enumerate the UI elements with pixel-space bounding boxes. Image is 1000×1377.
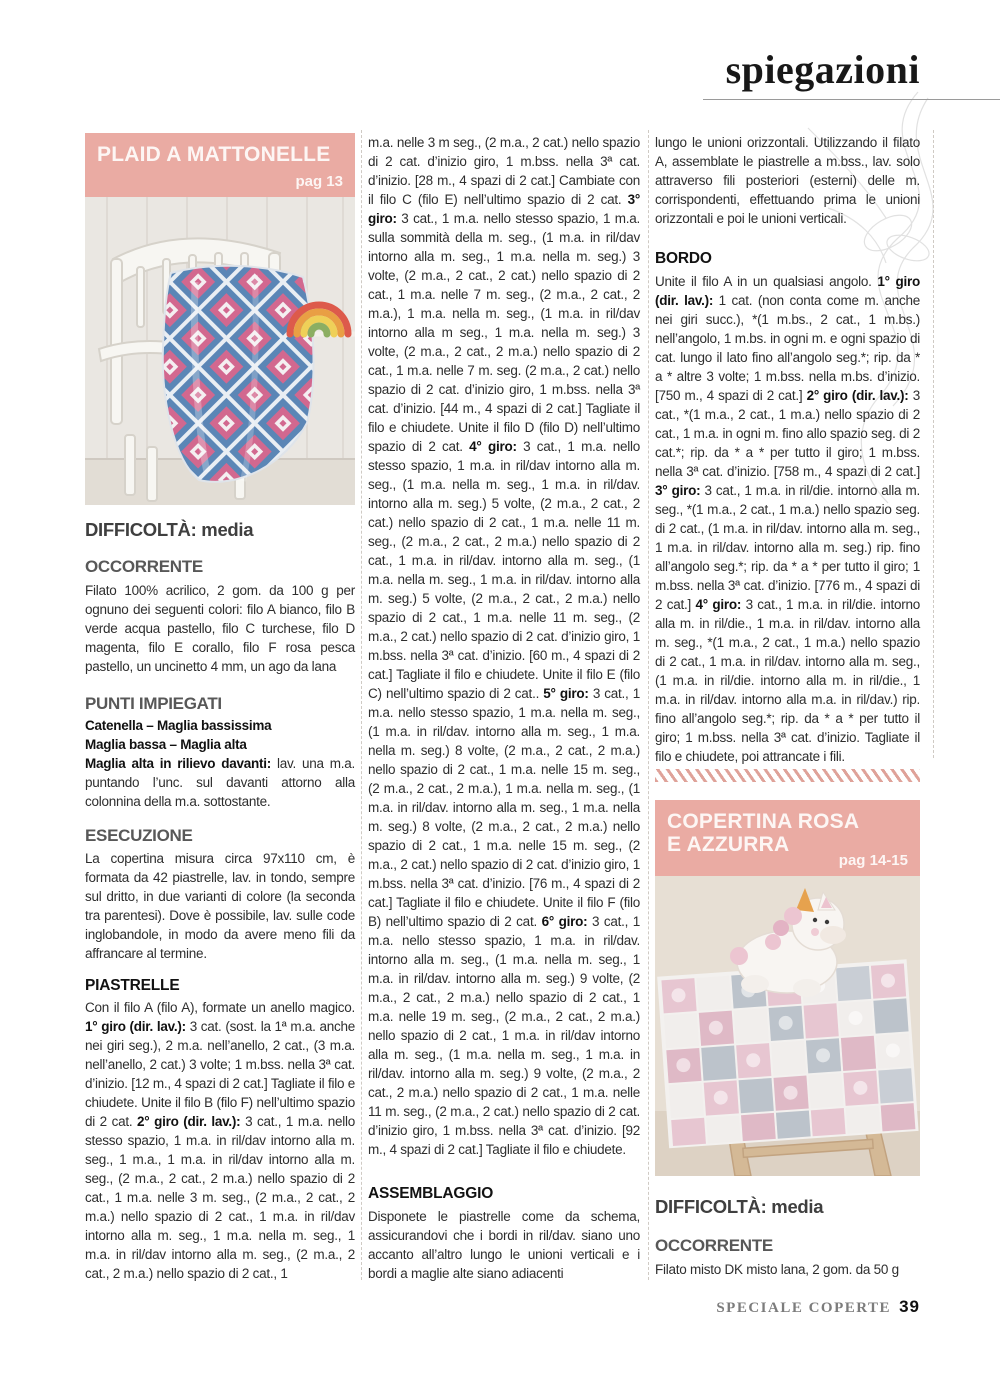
column-divider (361, 130, 362, 1280)
punti-line: Maglia bassa – Maglia alta (85, 737, 247, 752)
article-title-box-copertina (655, 800, 920, 876)
section-heading-assemblaggio: ASSEMBLAGGIO (368, 1185, 494, 1202)
section-heading-occorrente: OCCORRENTE (85, 557, 203, 576)
assemblaggio-body-col2: Disponete le piastrelle come da schema, assicurandovi che i bordi in ril/dav. siano uno accanto all’altro lungo le unioni verticali e i bordi a maglie alte siano adiacenti (368, 1209, 640, 1281)
bordo-body: Unite il filo A in un qualsiasi angolo. 1° giro (dir. lav.): 1 cat. (non conta come m. anche nei giri succ.), *(1 m.bs., 2 cat., 1 m.bs.) nell’angolo, 1 m.bs. in ogni m. e ogni spazio di cat. lungo il lato fino all’angolo seg.*; rip. da * a * altre 3 volte; 1 m.bss. nella m.bs. d’inizio. [750 m., 4 spazi di 2 cat.] 2° giro (dir. lav.): 3 cat., *(1 m.a., 2 cat., 1 m.a.) nello spazio di 2 cat., 1 m.a. in ogni m. fino allo spazio seg. di 2 cat.*; rip. da * a * per tutto il giro; 1 m.bss. nella 3ª cat. d’inizio. [758 m., 4 spazi di 2 cat.] 3° giro: 3 cat., 1 m.a. in ril/die. intorno alla m. seg., *(1 m.a., 2 cat., 1 m.a.) nello spazio seg. di 2 cat., (1 m.a. in ril/dav. intorno alla m. seg., 1 m.a. in ril/dav. intorno alla m. seg.) rip. fino all’angolo seg.*; rip. da * a * per tutto il giro; 1 m.bss. nella 3ª cat. d’inizio. [776 m., 4 spazi di 2 cat.] 4° giro: 3 cat., 1 m.a. in ril/die. intorno alla m. in ril/die., 1 m.a. in ril/dav. intorno alla m. seg., *(1 m.a., 2 cat., 1 m.a.) nello spazio di 2 cat., 1 m.a. in ril/dav. intorno alla m. seg., (1 m.a. in ril/die. intorno alla m. in ril/die., 1 m.a. in ril/dav. intorno alla m.a. in ril/dav.) rip. fino all’angolo seg.*; rip. da * a * per tutto il giro; 1 m.bss. nella 3ª cat. d’inizio. Tagliate il filo e chiudete, poi attrancate i fili. (655, 274, 920, 764)
difficulty-value: media (771, 1196, 824, 1217)
article-title: PLAID A MATTONELLE (97, 143, 331, 166)
occorrente-body: Filato misto DK misto lana, 2 gom. da 50 g (655, 1262, 899, 1277)
section-heading-occorrente: OCCORRENTE (655, 1236, 773, 1255)
page-title: spiegazioni (725, 47, 920, 92)
page-reference: pag 13 (295, 173, 343, 190)
column-divider (648, 130, 649, 1280)
section-heading-esecuzione: ESECUZIONE (85, 826, 193, 845)
difficulty-label: DIFFICOLTÀ: (85, 519, 197, 540)
section-heading-punti: PUNTI IMPIEGATI (85, 694, 222, 713)
article-title-box-plaid (85, 133, 355, 197)
punti-body: Maglia alta in rilievo davanti: lav. una m.a. puntando l’unc. sul davanti attorno alla colonnina della m.a. sottostante. (85, 756, 355, 809)
punti-line: Catenella – Maglia bassissima (85, 718, 272, 733)
page-reference: pag 14-15 (838, 852, 908, 869)
section-heading-bordo: BORDO (655, 250, 712, 267)
footer-label: SPECIALE COPERTE (716, 1300, 892, 1316)
piastrelle-body-col1: Con il filo A (filo A), formate un anello magico. 1° giro (dir. lav.): 3 cat. (sost. la 1ª m.a. anche nei giri seg.), 2 m.a. nell’anello, 2 cat., (3 m.a. nell’anello, 2 cat.) 3 volte; 1 m.bss. nella 3ª cat. d’inizio. [12 m., 4 spazi di 2 cat.] Tagliate il filo e chiudete. Unite il filo B (filo F) nell’ultimo spazio di 2 cat. 2° giro (dir. lav.): 3 cat., 1 m.a. nello stesso spazio, 1 m.a. in ril/dav intorno alla m. seg., 1 m.a., 1 m.a. in ril/dav intorno alla m. seg., (2 m.a., 2 cat., 2 m.a.) nello spazio di 2 cat., 1 m.a. nelle 3 m. seg., (2 m.a., 2 cat., 2 m.a.) nello spazio di 2 cat., 1 m.a. in ril/dav intorno alla m. seg., 1 m.a. nella m. seg., 1 m.a. in ril/dav intorno alla m. seg., (2 m.a., 2 cat., 2 m.a.) nello spazio di 2 cat., 1 (85, 1000, 356, 1281)
occorrente-body: Filato 100% acrilico, 2 gom. da 100 g per ognuno dei seguenti colori: filo A bianco, filo B verde acqua pastello, filo C turchese, filo D magenta, filo E corallo, filo F rosa pesca pastello, un uncinetto 4 mm, un ago da lana (85, 583, 355, 674)
page-footer (655, 1297, 920, 1317)
esecuzione-body: La copertina misura circa 97x110 cm, è formata da 42 piastrelle, lav. in tondo, sempre sul dritto, in due varianti di colore (la seconda tra parentesi). Dove è possibile, lav. sulle code inglobandole, in modo da avere meno fili da affrancare al termine. (85, 851, 355, 961)
difficulty-line (655, 1196, 920, 1218)
column-divider (933, 130, 934, 758)
article-title: COPERTINA ROSA E AZZURRA (667, 810, 860, 856)
header-rule (703, 99, 1000, 100)
photo-plaid-on-chair (85, 197, 355, 505)
section-heading-piastrelle: PIASTRELLE (85, 977, 180, 994)
difficulty-value: media (201, 519, 254, 540)
section-divider-hatch (655, 769, 920, 782)
assemblaggio-body-col3: lungo le unioni orizzontali. Utilizzando il filato A, assemblate le piastrelle a m.bss., lav. solo attraverso fili posteriori (esterni) delle m. corrispondenti, effettuando prima le unioni orizzontali e poi le unioni verticali. (655, 135, 920, 226)
footer-page-number: 39 (899, 1297, 920, 1316)
photo-unicorn-blanket (655, 876, 920, 1176)
piastrelle-body-col2: m.a. nelle 3 m seg., (2 m.a., 2 cat.) nello spazio di 2 cat. d’inizio giro, 1 m.bss. nella 3ª cat. d’inizio. [28 m., 4 spazi di 2 cat.] Cambiate con il filo C (filo E) nell’ultimo spazio di 2 cat. 3° giro: 3 cat., 1 m.a. nello stesso spazio, 1 m.a. sulla sommità della m. seg., (1 m.a. in ril/dav intorno alla m. seg., 1 m.a. nella m. seg.) 3 volte, (2 m.a., 2 cat., 2 cat.) nello spazio di 2 cat., 1 m.a. nelle 7 m. seg., (2 m.a., 2 cat., 2 m.a.), 1 m.a. nella m. seg., (1 m.a. in ril/dav intorno alla m seg., 1 m.a. nella m. seg.) 3 volte, (2 m.a., 2 cat., 2 m.a.) nello spazio di 2 cat., 1 m.a. nelle 7 m. seg. (2 m.a., 2 cat.) nello spazio di 2 cat. d’inizio giro, 1 m.bss. nella 3ª cat. d’inizio. [44 m., 4 spazi di 2 cat.] Tagliate il filo e chiudete. Unite il filo D (filo D) nell’ultimo spazio di 2 cat. 4° giro: 3 cat., 1 m.a. nello stesso spazio, 1 m.a. in ril/dav intorno alla m. seg., (1 m.a. nella m. seg., 1 m.a. in ril/dav. intorno alla m. seg.) 5 volte, (2 m.a., 2 cat., 2 cat.) nello spazio di 2 cat., 1 m.a. nelle 11 m. seg., (2 m.a., 2 cat., 2 m.a.) nello spazio di 2 cat., 1 m.a. in ril/dav. intorno alla m. seg., (1 m.a. nella m. seg., 1 m.a. in ril/dav. intorno alla m. seg.) 5 volte, (2 m.a., 2 cat., 2 m.a.) nello spazio di 2 cat., 1 m.a. nelle 11 m. seg., (2 m.a., 2 cat.) nello spazio di 2 cat. d’inizio giro, 1 m.bss. nella 3ª cat. d’inizio. [60 m., 4 spazi di 2 cat.] Tagliate il filo e chiudete. Unite il filo E (filo C) nell’ultimo spazio di 2 cat.. 5° giro: 3 cat., 1 m.a. nello stesso spazio, 1 m.a. nella m. seg., (1 m.a. in ril/dav. intorno alla m. seg., 1 m.a. nella m. seg.) 8 volte, (2 m.a., 2 cat., 2 m.a.) nello spazio di 2 cat., 1 m.a. nelle 15 m. seg., (2 m.a., 2 cat., 2 m.a.), 1 m.a. nella m. seg., (1 m.a. in ril/dav. intorno alla m. seg., 1 m.a. nella m. seg.) 8 volte, (2 m.a., 2 cat., 2 m.a.) nello spazio di 2 cat., 1 m.a. nelle 15 m. seg., (2 m.a., 2 cat.) nello spazio di 2 cat. d’inizio giro, 1 m.bss. nella 3ª cat. d’inizio. [76 m., 4 spazi di 2 cat.] Tagliate il filo e chiudete. Unite il filo F (filo B) nell’ultimo spazio di 2 cat. 6° giro: 3 cat., 1 m.a. nello stesso spazio, 1 m.a. in ril/dav. intorno alla m. seg., (1 m.a. nella m. seg., 1 m.a. in ril/dav. intorno alla m. seg.) 9 volte, (2 m.a., 2 cat., 2 m.a.) nello spazio di 2 cat., 1 m.a. nelle 19 m. seg., (2 m.a., 2 cat., 2 m.a.) nello spazio di 2 cat., 1 m.a. in ril/dav intorno alla m. seg., (1 m.a. nella m. seg., 1 m.a. in ril/dav. intorno alla m. seg.) 9 volte, (2 m.a., 2 cat., 2 m.a.) nello spazio di 2 cat., 1 m.a. nelle 11 m. seg., (2 m.a., 2 cat.) nello spazio di 2 cat. d’inizio giro, 1 m.bss. nella 3ª cat. d’inizio. [92 m., 4 spazi di 2 cat.] Tagliate il filo e chiudete. (368, 135, 641, 1157)
difficulty-label: DIFFICOLTÀ: (655, 1196, 767, 1217)
difficulty-line (85, 519, 355, 541)
